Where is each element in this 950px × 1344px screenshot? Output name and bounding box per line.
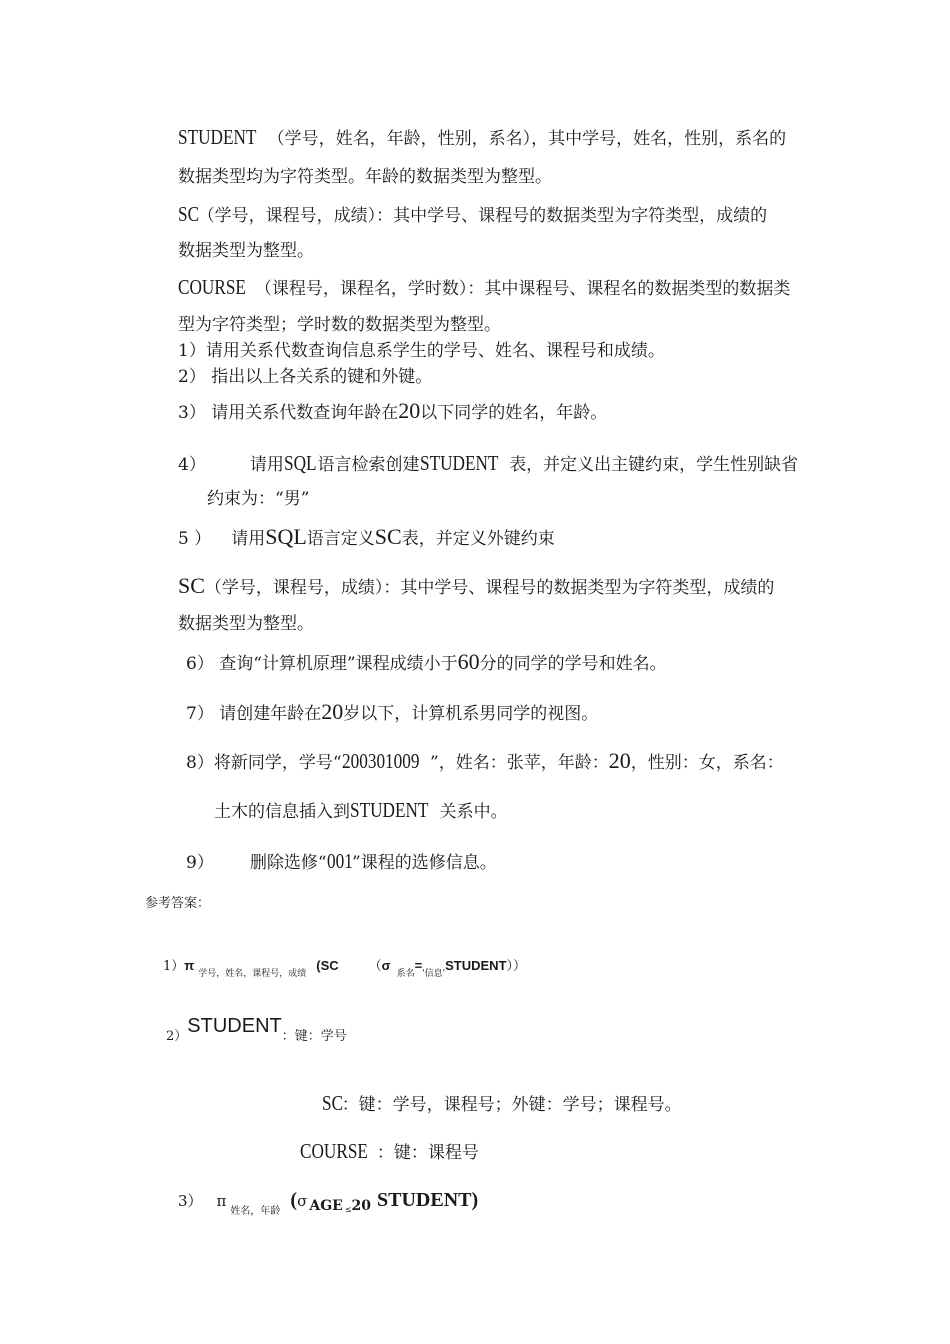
question-9: 9） 删除选修“001”课程的选修信息。 xyxy=(186,849,497,873)
course-table-name: COURSE xyxy=(178,275,246,299)
question-2: 2） 指出以上各关系的键和外键。 xyxy=(178,367,433,387)
question-8: 8）将新同学，学号“200301009 ”，姓名：张苹，年龄：20，性别：女，系名： xyxy=(186,748,784,773)
answer-2-course: COURSE ：键：课程号 xyxy=(300,1139,479,1163)
answer-2: $_{2)}STUDENT_{:键:学号}$ xyxy=(166,1015,347,1044)
question-5-sc-line2: 数据类型为整型。 xyxy=(178,614,314,634)
answer-3: 3） $\pi_{姓名,年龄}(\sigma$ $_{AGE}$ $_{\le 20}$ STUDENT) xyxy=(178,1189,479,1217)
student-schema-text: （学号，姓名，年龄，性别，系名），其中学号，姓名，性别，系名的 xyxy=(267,129,787,149)
sc-schema-line2: 数据类型为整型。 xyxy=(178,241,314,261)
student-schema-line1 xyxy=(178,125,786,151)
student-schema-line2: 数据类型均为字符类型。年龄的数据类型为整型。 xyxy=(178,167,552,187)
question-4-line2: 约束为：“男” xyxy=(207,489,310,509)
sc-table-name: SC xyxy=(178,202,200,226)
sc-schema-line1 xyxy=(178,202,767,228)
answer-1: $1)\pi_{学号,姓名,课程号,成绩}(SC$ $(\sigma_{系名}=_{'信息'}STUDENT)$） xyxy=(163,958,527,979)
sc-schema-text: （学号，课程号，成绩）：其中学号、课程号的数据类型为字符类型，成绩的 xyxy=(197,206,768,226)
course-schema-line2: 型为字符类型；学时数的数据类型为整型。 xyxy=(178,315,501,335)
question-8-line2: 土木的信息插入到STUDENT 关系中。 xyxy=(214,798,508,822)
question-5: 5 ） 请用SQL语言定义SC表，并定义外键约束 xyxy=(178,524,555,549)
pi-symbol: π xyxy=(184,958,195,973)
answers-heading: 参考答案： xyxy=(145,896,211,911)
question-5-sc-line1: SC（学号，课程号，成绩）：其中学号、课程号的数据类型为字符类型，成绩的 xyxy=(178,573,775,598)
question-1: 1）请用关系代数查询信息系学生的学号、姓名、课程号和成绩。 xyxy=(178,341,665,361)
sigma-symbol-3: σ xyxy=(297,1192,308,1210)
sigma-symbol: σ xyxy=(381,958,391,973)
course-schema-text: （课程号，课程名，学时数）：其中课程号、课程名的数据类型的数据类 xyxy=(254,279,791,299)
question-6: 6） 查询“计算机原理”课程成绩小于60分的同学的学号和姓名。 xyxy=(186,649,667,674)
question-3: 3） 请用关系代数查询年龄在20以下同学的姓名，年龄。 xyxy=(178,398,608,423)
student-table-name: STUDENT xyxy=(178,125,257,149)
question-7: 7） 请创建年龄在20岁以下，计算机系男同学的视图。 xyxy=(186,699,599,724)
question-4: 4） 请用SQL语言检索创建STUDENT 表，并定义出主键约束，学生性别缺省 xyxy=(178,451,799,475)
pi-symbol-3: π xyxy=(216,1192,227,1210)
answer-2-sc: SC：键：学号，课程号；外键：学号；课程号。 xyxy=(322,1091,682,1115)
course-schema-line1 xyxy=(178,275,790,301)
